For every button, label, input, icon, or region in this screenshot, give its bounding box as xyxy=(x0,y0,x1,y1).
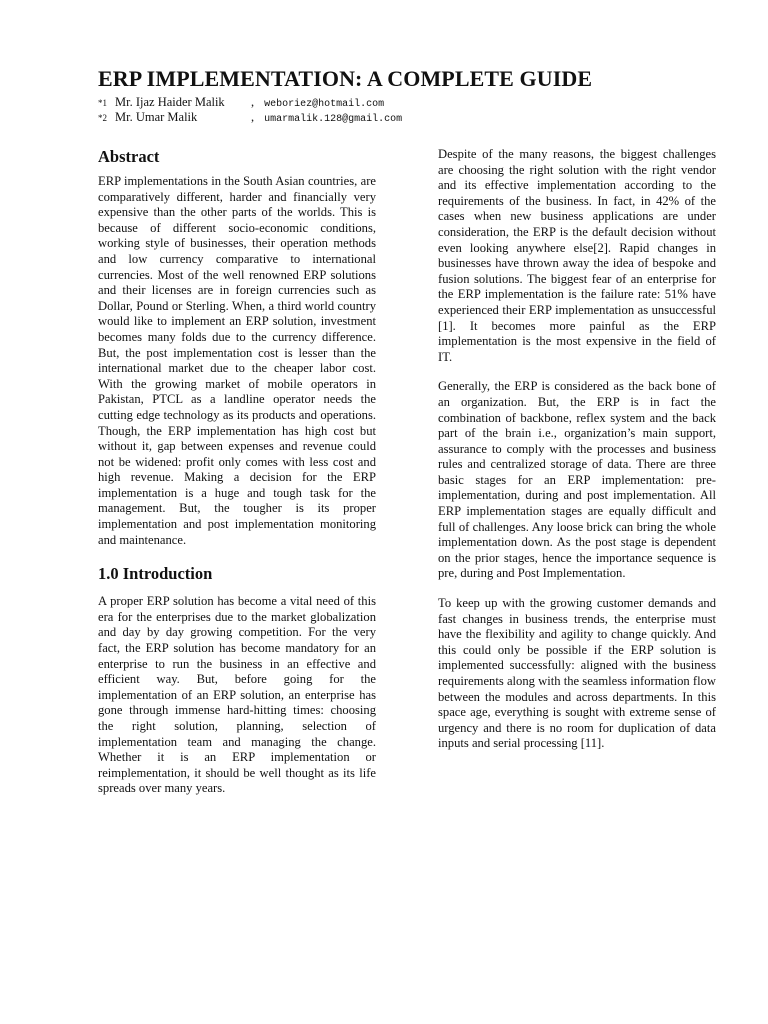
body-paragraph: To keep up with the growing customer demands and fast changes in business trends, the enterprise must have the flexibility and agility to change quickly. And this could only be possible if the ERP solution is implemented successfully: aligned with the business requirements along with the seamless information flow between the modules and across departments. In this space age, everything is sought with extreme sense of urgency and there is no room for duplication of data inputs and serial processing [11]. xyxy=(438,596,716,751)
author-line-2 xyxy=(98,110,402,126)
abstract-heading: Abstract xyxy=(98,147,160,166)
author-line-1 xyxy=(98,95,384,111)
paper-title: ERP IMPLEMENTATION: A COMPLETE GUIDE xyxy=(98,66,593,91)
author-name: Mr. Umar Malik xyxy=(115,110,198,124)
author-separator: , xyxy=(251,110,255,124)
introduction-text: A proper ERP solution has become a vital need of this era for the enterprises due to the market globalization and day by day growing competition. For the very fact, the ERP solution has become mandatory for an enterprise to run the business in an effective and efficient way. But, before going for the implementation of an ERP solution, an enterprise has gone through immense hard-hitting times: choosing the right solution, planning, selection of implementation team and managing the change. Whether it is an ERP implementation or reimplementation, it should be well thought as its life spreads over many years. xyxy=(98,594,376,796)
abstract-text: ERP implementations in the South Asian countries, are comparatively different, harder and financially very expensive than the other parts of the worlds. This is because of different socio-economic conditions, working style of businesses, their operation methods and low currency comparative to international currencies. Most of the well renowned ERP solutions and their licenses are in foreign currencies such as Dollar, Pound or Sterling. When, a third world country would like to implement an ERP solution, investment becomes many folds due to the currency difference. But, the post implementation cost is lesser than the international market due to the cheaper labor cost. With the growing market of mobile operators in Pakistan, PTCL as a landline operator needs the cutting edge technology as its products and operations. Though, the ERP implementation has high cost but without it, gap between expenses and revenue could not be widened: profit only comes with less cost and high revenue. Making a decision for the ERP implementation is a huge and tough task for the management. But, the tougher is its proper implementation and post implementation monitoring and maintenance. xyxy=(98,174,376,547)
introduction-heading: 1.0 Introduction xyxy=(98,564,213,584)
left-column xyxy=(98,147,376,811)
author-mark: *2 xyxy=(98,113,107,123)
body-paragraph: Generally, the ERP is considered as the back bone of an organization. But, the ERP is in fact the combination of backbone, reflex system and the back part of the brain i.e., organization’s main support, assurance to comply with the processes and business rules and centralized storage of data. There are three basic stages for an ERP implementation: pre-implementation, during and post implementation. All ERP implementation stages are equally difficult and full of challenges. Any loose brick can bring the whole implementation down. As the post stage is dependent on the prior stages, hence the importance sequence is pre, during and Post Implementation. xyxy=(438,379,716,581)
body-paragraph: Despite of the many reasons, the biggest challenges are choosing the right solution with the right vendor and its effective implementation according to the requirements of the business. In fact, in 42% of the cases when new business applications are under consideration, the ERP is the default decision without even looking anywhere else[2]. Rapid changes in businesses have thrown away the idea of bespoke and fusion solutions. The biggest fear of an enterprise for the ERP implementation is the failure rate: 51% have experienced their ERP implementation as unsuccessful [1]. It becomes more painful as the ERP implementation is the most expensive in the field of IT. xyxy=(438,147,716,364)
author-email: weboriez@hotmail.com xyxy=(264,99,385,110)
author-separator: , xyxy=(251,95,255,109)
author-mark: *1 xyxy=(98,98,107,108)
author-email: umarmalik.128@gmail.com xyxy=(264,114,403,125)
right-column xyxy=(438,147,716,766)
author-name: Mr. Ijaz Haider Malik xyxy=(115,95,225,109)
